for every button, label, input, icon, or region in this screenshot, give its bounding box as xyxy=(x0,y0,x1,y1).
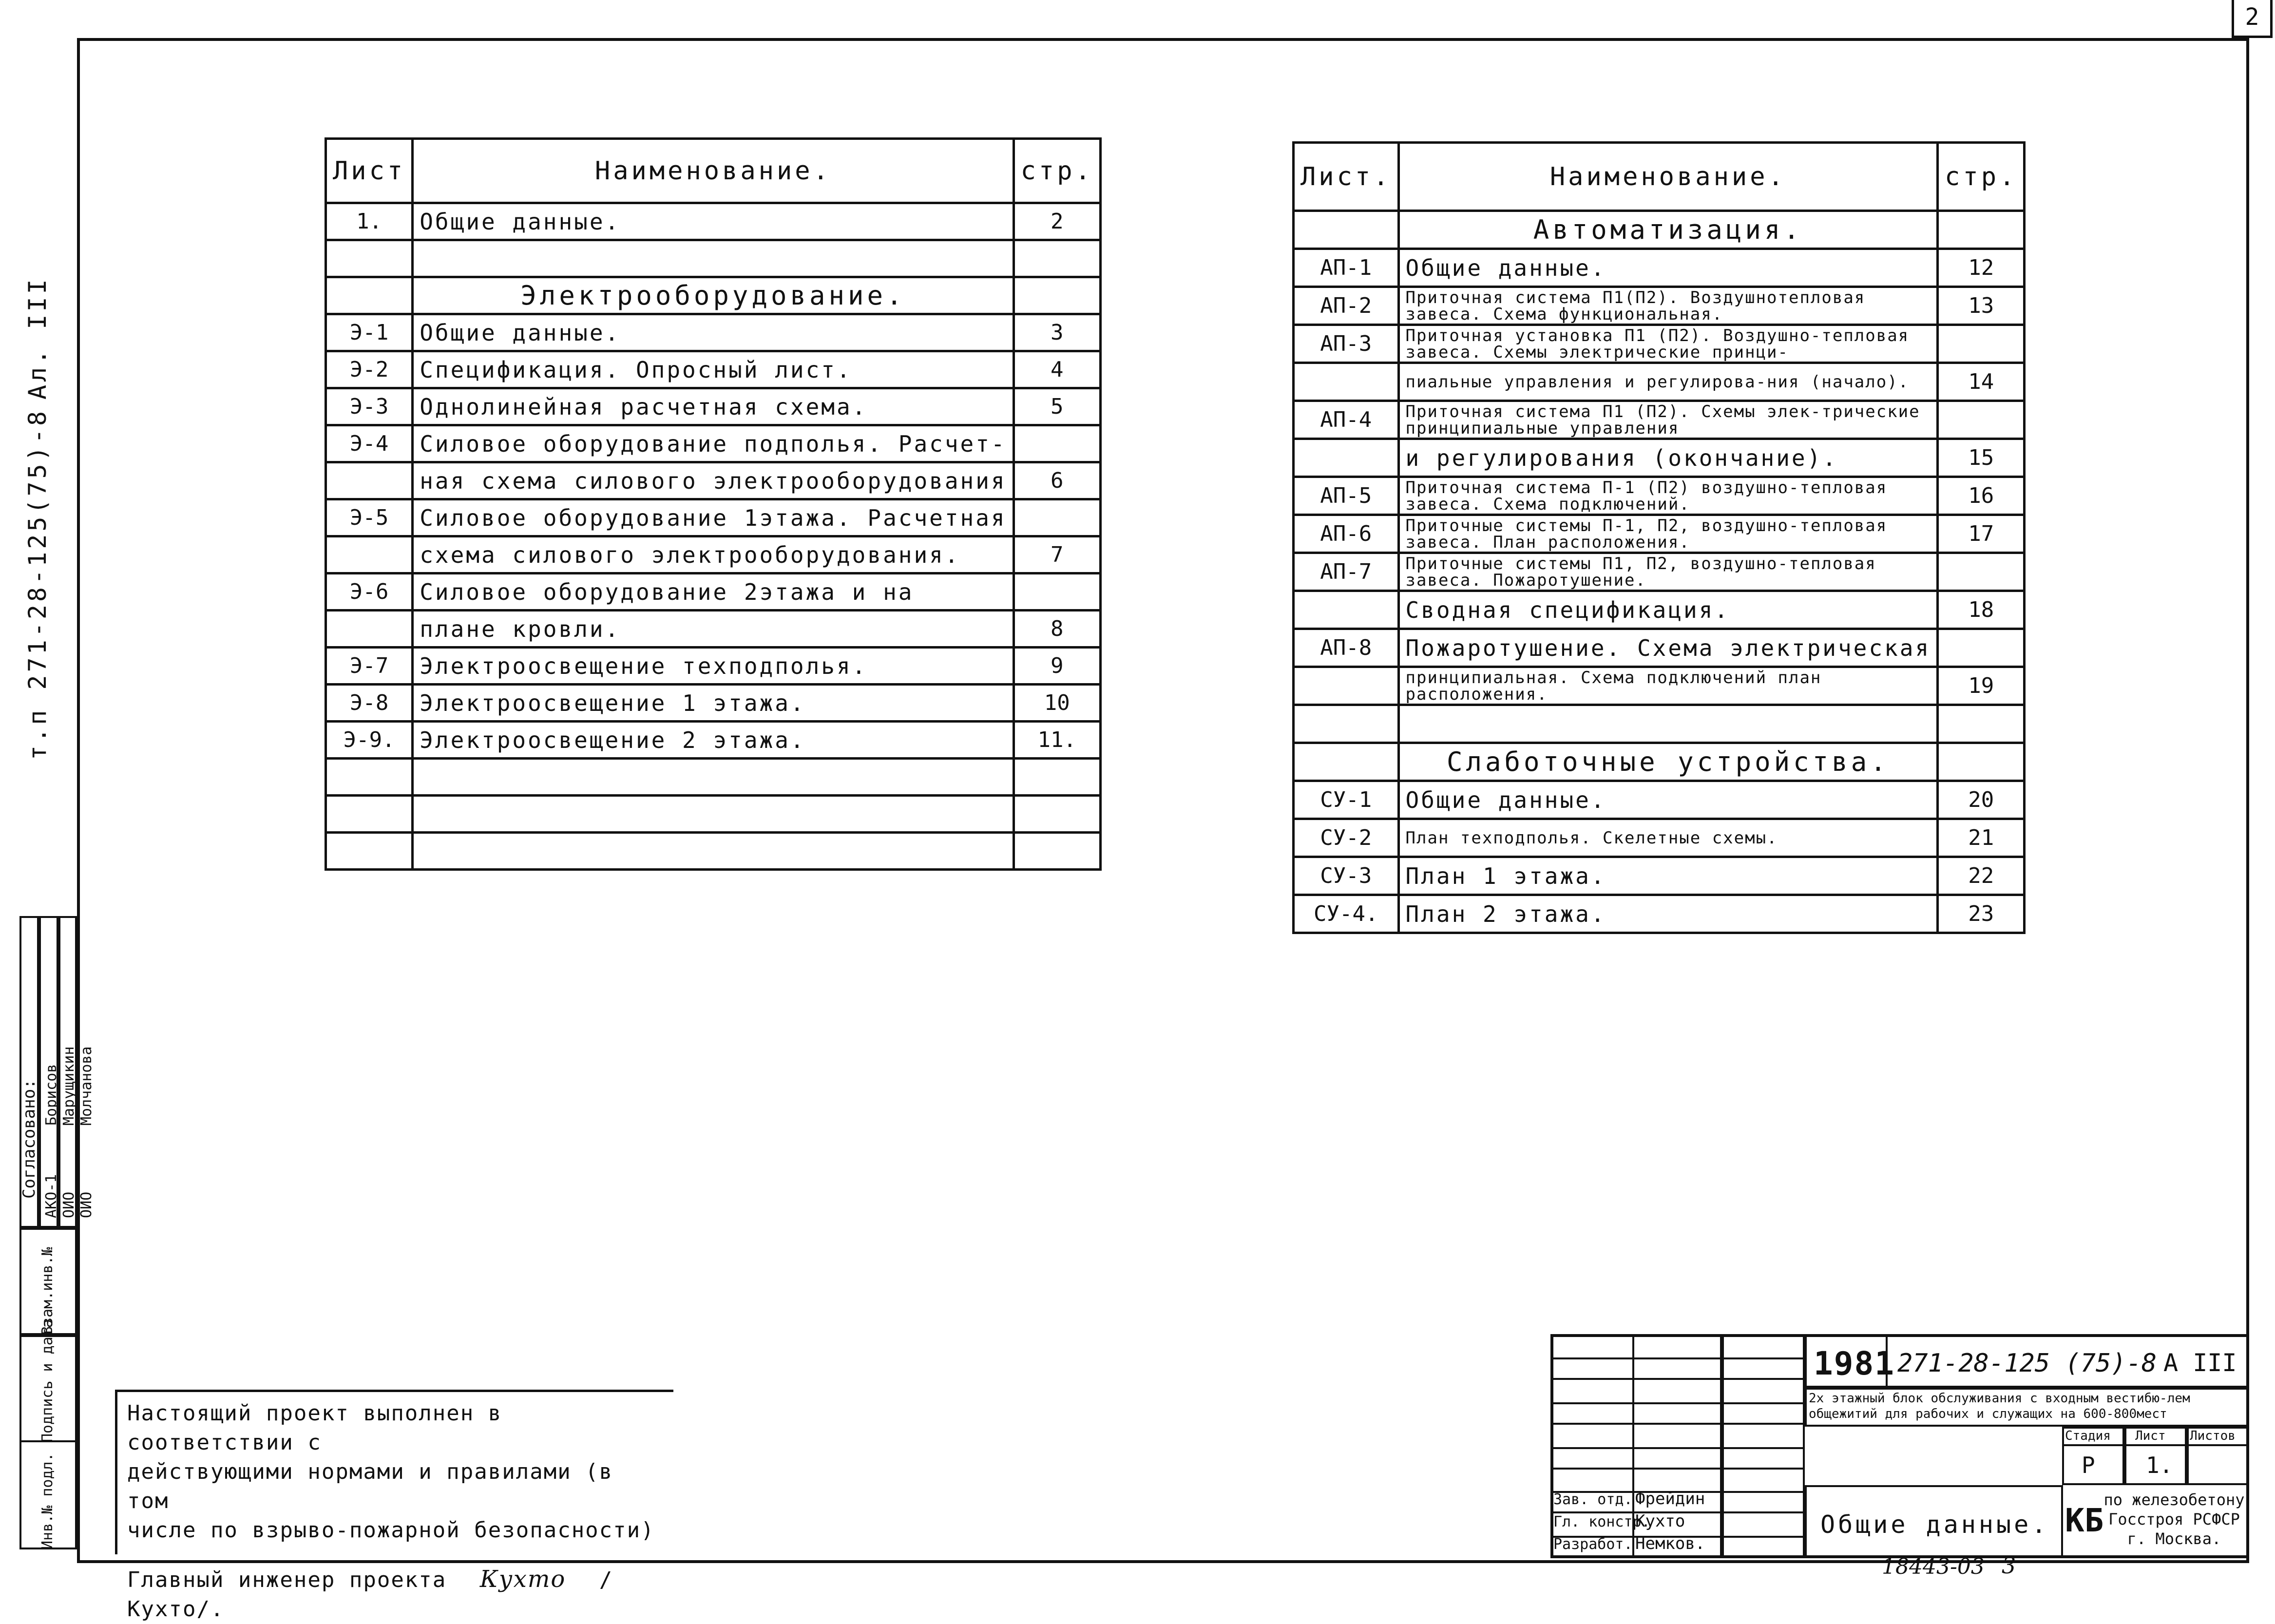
chief-engineer-name: /Кухто/. xyxy=(127,1567,613,1622)
row-code: АП-2 xyxy=(1294,287,1399,325)
row-name: плане кровли. xyxy=(413,611,1013,648)
agreement-title: Согласовано: xyxy=(19,1079,39,1199)
row-page: 19 xyxy=(1938,667,2025,705)
table-row xyxy=(1294,439,2025,477)
row-code: АП-7 xyxy=(1294,553,1399,591)
row-code: СУ-4. xyxy=(1294,895,1399,933)
row-page xyxy=(1938,401,2025,439)
row-name: План 1 этажа. xyxy=(1398,857,1938,895)
row-code xyxy=(1294,705,1399,743)
row-code: 1. xyxy=(326,203,413,240)
row-page: 20 xyxy=(1938,781,2025,819)
row-name: схема силового электрооборудования. xyxy=(413,536,1013,573)
row-name: Электроосвещение техподполья. xyxy=(413,648,1013,685)
org-mark: КБ xyxy=(2065,1502,2104,1539)
agreement-block xyxy=(19,916,95,1549)
section-title: Электрооборудование. xyxy=(413,277,1013,314)
row-page: 12 xyxy=(1938,249,2025,287)
title-block xyxy=(1550,1334,2249,1558)
row-code: Э-4 xyxy=(326,425,413,462)
row-code: Э-8 xyxy=(326,685,413,722)
table-row xyxy=(326,536,1101,573)
row-page xyxy=(1013,240,1100,277)
sheet-label: Лист xyxy=(2135,1429,2166,1443)
table-row xyxy=(326,203,1101,240)
row-name: Приточная система П1 (П2). Схемы элек-трические принципиальные управления xyxy=(1398,401,1938,439)
row-page: 2 xyxy=(1013,203,1100,240)
table-row xyxy=(326,499,1101,536)
table-row xyxy=(326,573,1101,611)
chief-engineer-label: Главный инженер проекта xyxy=(127,1567,447,1592)
name-developer: Немков. xyxy=(1635,1534,1705,1553)
table-row xyxy=(1294,363,2025,401)
section-title: Автоматизация. xyxy=(1398,211,1938,249)
row-code xyxy=(1294,363,1399,401)
row-name xyxy=(413,833,1013,870)
compliance-note xyxy=(115,1390,673,1622)
row-page: 13 xyxy=(1938,287,2025,325)
table-row xyxy=(1294,401,2025,439)
row-name: и регулирования (окончание). xyxy=(1398,439,1938,477)
right-register-table xyxy=(1292,141,2026,934)
table-row xyxy=(1294,781,2025,819)
row-code: Э-5 xyxy=(326,499,413,536)
agreement-dept-3: ОИО xyxy=(78,1191,95,1218)
corner-sheet-number: 2 xyxy=(2232,0,2273,38)
stamp-project-title: 2х этажный блок обслуживания с входным вестибю-лем общежитий для рабочих и служащих на 600-800мест xyxy=(1809,1391,2190,1421)
row-code: Э-1 xyxy=(326,314,413,351)
row-page: 23 xyxy=(1938,895,2025,933)
row-page xyxy=(1938,211,2025,249)
row-page: 3 xyxy=(1013,314,1100,351)
bottom-page-number: 3 xyxy=(2002,1552,2016,1579)
row-code xyxy=(1294,211,1399,249)
row-code xyxy=(326,462,413,499)
agreement-name-1: Борисов xyxy=(43,1064,60,1126)
row-name: Приточные системы П-1, П2, воздушно-тепловая завеса. План расположения. xyxy=(1398,515,1938,553)
row-code: Э-6 xyxy=(326,573,413,611)
side-label-replace: Взам.инв.№ xyxy=(39,1247,56,1335)
row-name xyxy=(413,796,1013,833)
row-name xyxy=(413,240,1013,277)
row-page: 21 xyxy=(1938,819,2025,857)
col-header-name: Наименование. xyxy=(1398,143,1938,211)
agreement-dept-1: АКО-1 xyxy=(43,1174,60,1218)
vertical-album-label: Ал. III xyxy=(23,276,52,400)
row-code: СУ-3 xyxy=(1294,857,1399,895)
row-code: Э-2 xyxy=(326,351,413,388)
row-page xyxy=(1938,553,2025,591)
row-page: 8 xyxy=(1013,611,1100,648)
row-page: 7 xyxy=(1013,536,1100,573)
table-row xyxy=(1294,477,2025,515)
row-name: План 2 этажа. xyxy=(1398,895,1938,933)
row-name: Силовое оборудование 1этажа. Расчетная xyxy=(413,499,1013,536)
note-line-2: действующими нормами и правилами (в том xyxy=(127,1459,613,1513)
side-label-inv: Инв.№ подл. xyxy=(39,1452,56,1549)
row-code: АП-3 xyxy=(1294,325,1399,363)
row-code: АП-4 xyxy=(1294,401,1399,439)
stamp-sheet-title: Общие данные. xyxy=(1820,1510,2049,1539)
sheets-label: Листов xyxy=(2190,1429,2236,1443)
row-page: 6 xyxy=(1013,462,1100,499)
row-name: Приточная установка П1 (П2). Воздушно-тепловая завеса. Схемы электрические принци- xyxy=(1398,325,1938,363)
row-page xyxy=(1013,573,1100,611)
row-page: 5 xyxy=(1013,388,1100,425)
row-code: АП-8 xyxy=(1294,629,1399,667)
table-row xyxy=(326,425,1101,462)
row-page: 11. xyxy=(1013,722,1100,759)
role-head: Зав. отд. xyxy=(1553,1491,1633,1508)
row-name: Приточная система П-1 (П2) воздушно-тепловая завеса. Схема подключений. xyxy=(1398,477,1938,515)
row-code: Э-7 xyxy=(326,648,413,685)
row-code xyxy=(326,536,413,573)
stamp-album: А III xyxy=(2163,1349,2237,1377)
table-row xyxy=(326,611,1101,648)
row-code: Э-3 xyxy=(326,388,413,425)
table-row xyxy=(1294,591,2025,629)
row-page xyxy=(1013,796,1100,833)
table-row xyxy=(326,462,1101,499)
row-name: ная схема силового электрооборудования xyxy=(413,462,1013,499)
table-row xyxy=(326,759,1101,796)
table-row xyxy=(326,796,1101,833)
stage-value: Р xyxy=(2082,1452,2095,1478)
section-title: Слаботочные устройства. xyxy=(1398,743,1938,781)
table-row xyxy=(326,722,1101,759)
left-register-table xyxy=(325,137,1102,871)
table-row xyxy=(326,685,1101,722)
col-header-sheet: Лист xyxy=(326,139,413,203)
note-line-3: числе по взрыво-пожарной безопасности) xyxy=(127,1518,655,1543)
table-row xyxy=(1294,211,2025,249)
row-code: СУ-2 xyxy=(1294,819,1399,857)
row-code xyxy=(1294,591,1399,629)
table-row xyxy=(326,314,1101,351)
row-page: 4 xyxy=(1013,351,1100,388)
table-row xyxy=(326,833,1101,870)
row-name: Сводная спецификация. xyxy=(1398,591,1938,629)
row-name: Спецификация. Опросный лист. xyxy=(413,351,1013,388)
row-page: 15 xyxy=(1938,439,2025,477)
table-row xyxy=(326,648,1101,685)
role-chief: Гл. констр. xyxy=(1553,1513,1650,1530)
row-name xyxy=(1398,705,1938,743)
table-row xyxy=(1294,325,2025,363)
row-code: Э-9. xyxy=(326,722,413,759)
row-name: Однолинейная расчетная схема. xyxy=(413,388,1013,425)
table-row xyxy=(1294,705,2025,743)
name-chief: Кухто xyxy=(1635,1511,1685,1531)
row-code: АП-5 xyxy=(1294,477,1399,515)
bottom-archive-number: 18443-03 xyxy=(1882,1554,1985,1579)
row-name: Общие данные. xyxy=(413,203,1013,240)
agreement-dept-2: ОИО xyxy=(60,1191,77,1218)
table-row xyxy=(1294,857,2025,895)
agreement-name-2: Марущикин xyxy=(60,1046,77,1126)
row-page xyxy=(1013,499,1100,536)
row-name: пиальные управления и регулирова-ния (начало). xyxy=(1398,363,1938,401)
row-page: 9 xyxy=(1013,648,1100,685)
row-page xyxy=(1013,833,1100,870)
table-row xyxy=(1294,629,2025,667)
vertical-project-code: т.п 271-28-125(75)-8 xyxy=(23,408,52,760)
agreement-name-3: Молчанова xyxy=(78,1046,95,1126)
row-page xyxy=(1938,629,2025,667)
table-row xyxy=(326,240,1101,277)
col-header-page: стр. xyxy=(1938,143,2025,211)
row-page xyxy=(1013,425,1100,462)
row-page: 16 xyxy=(1938,477,2025,515)
table-row xyxy=(1294,249,2025,287)
table-row xyxy=(1294,553,2025,591)
row-code xyxy=(326,240,413,277)
row-name: План техподполья. Скелетные схемы. xyxy=(1398,819,1938,857)
row-code xyxy=(326,833,413,870)
col-header-name: Наименование. xyxy=(413,139,1013,203)
row-code xyxy=(1294,439,1399,477)
row-name: Приточная система П1(П2). Воздушнотепловая завеса. Схема функциональная. xyxy=(1398,287,1938,325)
row-name: принципиальная. Схема подключений план расположения. xyxy=(1398,667,1938,705)
side-label-sign: Подпись и дата xyxy=(39,1319,56,1442)
row-name: Общие данные. xyxy=(413,314,1013,351)
table-row xyxy=(1294,819,2025,857)
table-row xyxy=(326,388,1101,425)
table-row xyxy=(1294,287,2025,325)
row-name: Силовое оборудование подполья. Расчет- xyxy=(413,425,1013,462)
org-name: по железобетону Госстроя РСФСР г. Москва. xyxy=(2103,1490,2245,1548)
row-name: Электроосвещение 2 этажа. xyxy=(413,722,1013,759)
table-row xyxy=(326,351,1101,388)
row-page: 10 xyxy=(1013,685,1100,722)
row-name: Общие данные. xyxy=(1398,781,1938,819)
row-page xyxy=(1013,277,1100,314)
table-row xyxy=(1294,743,2025,781)
row-page xyxy=(1013,759,1100,796)
stamp-code: 271-28-125 (75)-8 xyxy=(1897,1349,2157,1378)
stage-label: Стадия xyxy=(2065,1429,2111,1443)
row-code: АП-6 xyxy=(1294,515,1399,553)
row-name: Силовое оборудование 2этажа и на xyxy=(413,573,1013,611)
row-page xyxy=(1938,325,2025,363)
row-name: Электроосвещение 1 этажа. xyxy=(413,685,1013,722)
row-page xyxy=(1938,743,2025,781)
row-page: 18 xyxy=(1938,591,2025,629)
row-code xyxy=(326,611,413,648)
row-name xyxy=(413,759,1013,796)
stamp-year: 1981 xyxy=(1814,1345,1895,1382)
name-head: Фрейдин xyxy=(1635,1489,1705,1509)
row-code xyxy=(1294,743,1399,781)
row-page xyxy=(1938,705,2025,743)
role-developer: Разработ. xyxy=(1553,1536,1633,1553)
row-name: Приточные системы П1, П2, воздушно-тепловая завеса. Пожаротушение. xyxy=(1398,553,1938,591)
row-code xyxy=(1294,667,1399,705)
col-header-sheet: Лист. xyxy=(1294,143,1399,211)
row-code xyxy=(326,796,413,833)
row-name: Пожаротушение. Схема электрическая xyxy=(1398,629,1938,667)
row-code: АП-1 xyxy=(1294,249,1399,287)
sheet-value: 1. xyxy=(2146,1452,2173,1478)
row-code xyxy=(326,277,413,314)
row-name: Общие данные. xyxy=(1398,249,1938,287)
row-code xyxy=(326,759,413,796)
chief-signature: Кухто xyxy=(479,1566,566,1593)
table-row xyxy=(326,277,1101,314)
row-page: 17 xyxy=(1938,515,2025,553)
col-header-page: стр. xyxy=(1013,139,1100,203)
table-row xyxy=(1294,515,2025,553)
row-page: 22 xyxy=(1938,857,2025,895)
row-code: СУ-1 xyxy=(1294,781,1399,819)
note-line-1: Настоящий проект выполнен в соответствии с xyxy=(127,1401,502,1455)
table-row xyxy=(1294,895,2025,933)
row-page: 14 xyxy=(1938,363,2025,401)
table-row xyxy=(1294,667,2025,705)
